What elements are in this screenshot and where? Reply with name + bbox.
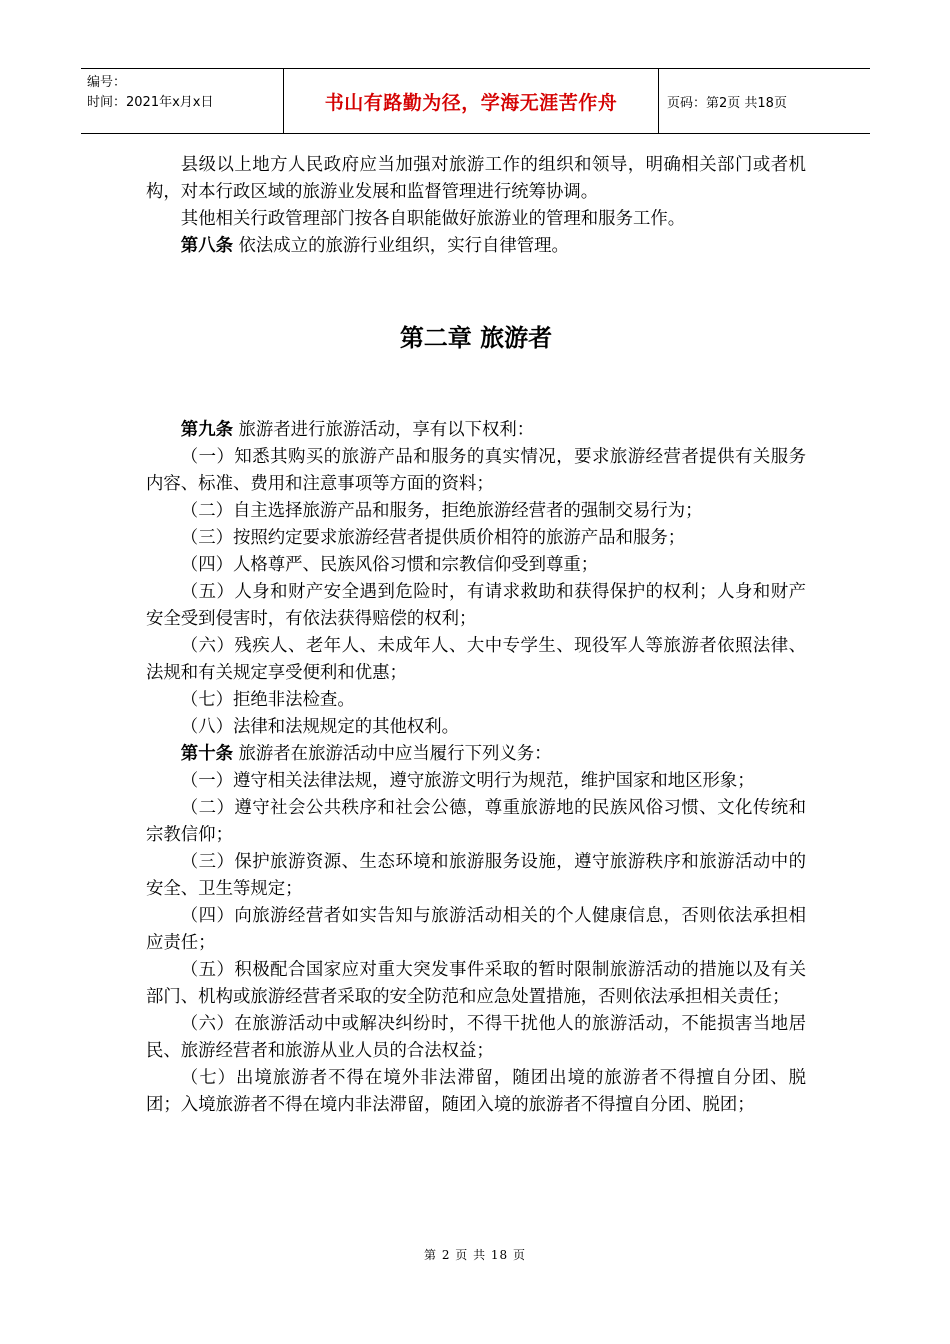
list-item: （五）积极配合国家应对重大突发事件采取的暂时限制旅游活动的措施以及有关部门、机构或旅游经营者采取的安全防范和应急处置措施，否则依法承担相关责任；	[146, 960, 806, 1007]
article-title: 第十条	[180, 744, 233, 764]
header-meta	[81, 69, 283, 133]
article-text: 依法成立的旅游行业组织，实行自律管理。	[232, 236, 569, 256]
article-8	[146, 233, 806, 260]
header-motto-cell	[283, 69, 659, 133]
list-item: （八）法律和法规规定的其他权利。	[180, 717, 460, 737]
page-footer: 第 2 页 共 18 页	[424, 1248, 526, 1262]
article-10	[146, 741, 806, 768]
list-item: （二）遵守社会公共秩序和社会公德，尊重旅游地的民族风俗习惯、文化传统和宗教信仰；	[146, 798, 806, 845]
article-title: 第八条	[180, 236, 233, 256]
header-page-info: 页码：第2页 共18页	[667, 95, 787, 111]
list-item: （四）向旅游经营者如实告知与旅游活动相关的个人健康信息，否则依法承担相应责任；	[146, 906, 806, 953]
list-item: （四）人格尊严、民族风俗习惯和宗教信仰受到尊重；	[180, 555, 599, 575]
number-label: 编号：	[87, 75, 127, 90]
article-9	[146, 417, 806, 444]
list-item: （六）在旅游活动中或解决纠纷时，不得干扰他人的旅游活动，不能损害当地居民、旅游经营者和旅游从业人员的合法权益；	[146, 1014, 806, 1061]
list-item: （一）知悉其购买的旅游产品和服务的真实情况，要求旅游经营者提供有关服务内容、标准、费用和注意事项等方面的资料；	[146, 447, 806, 494]
article-title: 第九条	[180, 420, 233, 440]
paragraph: 其他相关行政管理部门按各自职能做好旅游业的管理和服务工作。	[180, 209, 686, 229]
document-body	[146, 152, 806, 1119]
header-motto: 书山有路勤为径，学海无涯苦作舟	[324, 91, 618, 114]
list-item: （五）人身和财产安全遇到危险时，有请求救助和获得保护的权利；人身和财产安全受到侵害时，有依法获得赔偿的权利；	[146, 582, 806, 629]
paragraph: 县级以上地方人民政府应当加强对旅游工作的组织和领导，明确相关部门或者机构，对本行政区域的旅游业发展和监督管理进行统筹协调。	[146, 155, 806, 202]
page-header	[81, 68, 870, 134]
article-text: 旅游者进行旅游活动，享有以下权利：	[232, 420, 535, 440]
list-item: （七）拒绝非法检查。	[180, 690, 355, 710]
list-item: （七）出境旅游者不得在境外非法滞留，随团出境的旅游者不得擅自分团、脱团；入境旅游者不得在境内非法滞留，随团入境的旅游者不得擅自分团、脱团；	[146, 1068, 806, 1115]
list-item: （一）遵守相关法律法规，遵守旅游文明行为规范，维护国家和地区形象；	[180, 771, 755, 791]
list-item: （三）按照约定要求旅游经营者提供质价相符的旅游产品和服务；	[180, 528, 686, 548]
time-label: 时间：2021年x月x日	[87, 95, 214, 110]
list-item: （三）保护旅游资源、生态环境和旅游服务设施，遵守旅游秩序和旅游活动中的安全、卫生等规定；	[146, 852, 806, 899]
article-text: 旅游者在旅游活动中应当履行下列义务：	[232, 744, 552, 764]
list-item: （二）自主选择旅游产品和服务，拒绝旅游经营者的强制交易行为；	[180, 501, 703, 521]
list-item: （六）残疾人、老年人、未成年人、大中专学生、现役军人等旅游者依照法律、法规和有关规定享受便利和优惠；	[146, 636, 806, 683]
chapter-title: 第二章 旅游者	[399, 324, 553, 352]
